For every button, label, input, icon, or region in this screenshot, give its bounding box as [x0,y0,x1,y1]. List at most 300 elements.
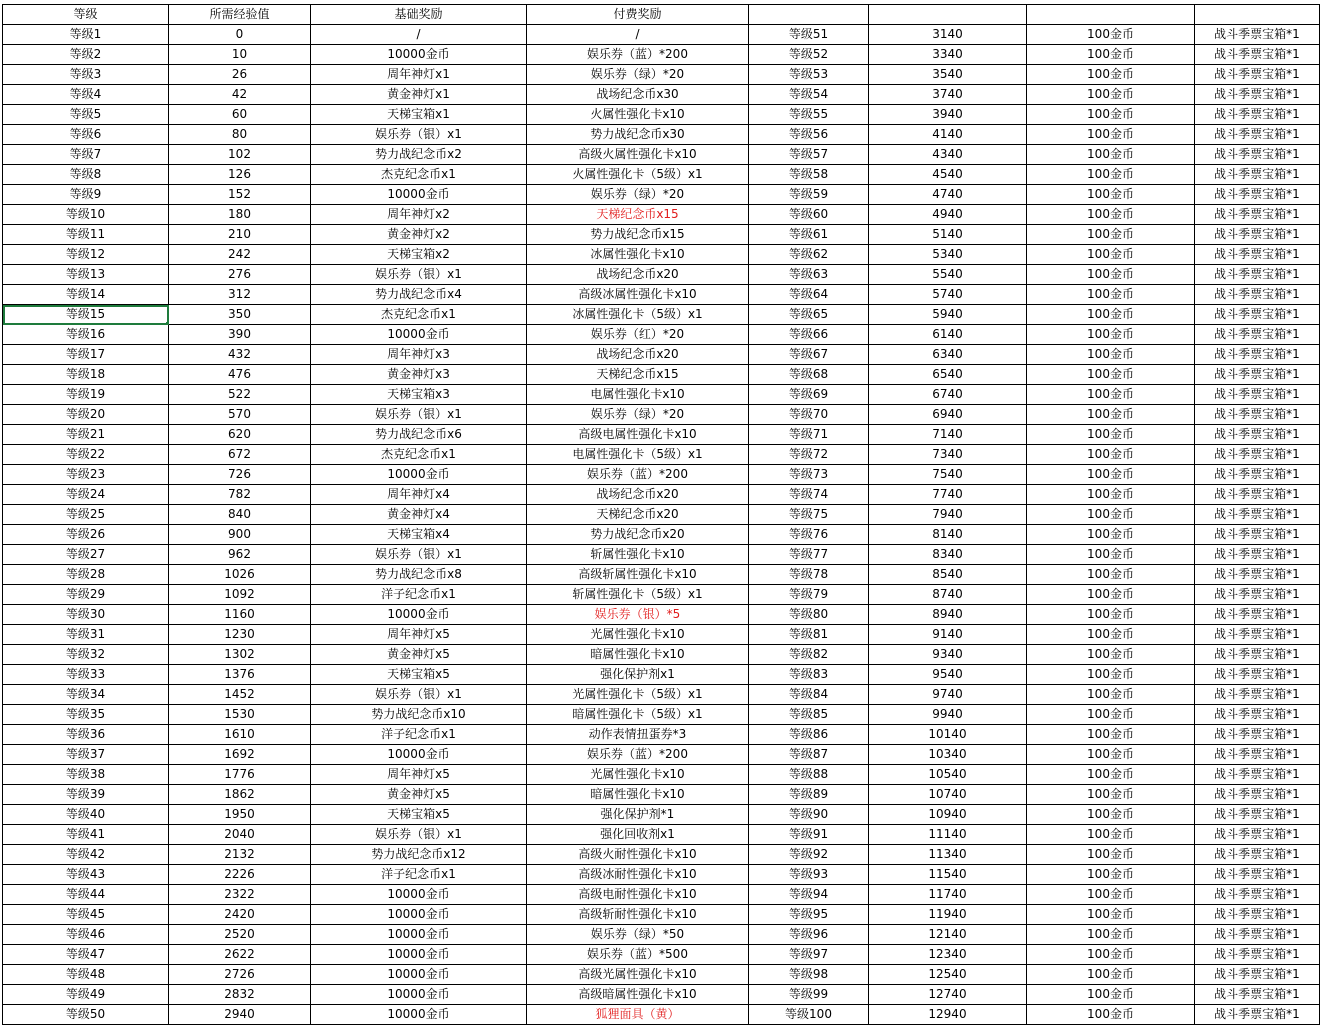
cell-level[interactable]: 等级19 [3,385,169,405]
cell-paid-reward-2[interactable]: 战斗季票宝箱*1 [1195,425,1320,445]
cell-exp-2[interactable]: 4140 [869,125,1027,145]
cell-exp[interactable]: 210 [169,225,311,245]
cell-basic-reward[interactable]: 势力战纪念币x6 [311,425,527,445]
cell-level-2[interactable]: 等级70 [749,405,869,425]
cell-level[interactable]: 等级36 [3,725,169,745]
cell-exp-2[interactable]: 6340 [869,345,1027,365]
cell-exp-2[interactable]: 8740 [869,585,1027,605]
cell-paid-reward[interactable]: / [527,25,749,45]
cell-basic-reward-2[interactable]: 100金币 [1027,925,1195,945]
cell-basic-reward[interactable]: 10000金币 [311,605,527,625]
cell-paid-reward[interactable]: 光属性强化卡（5级）x1 [527,685,749,705]
cell-exp-2[interactable]: 5740 [869,285,1027,305]
cell-basic-reward[interactable]: 天梯宝箱x3 [311,385,527,405]
cell-basic-reward[interactable]: 洋子纪念币x1 [311,725,527,745]
cell-exp-2[interactable]: 11940 [869,905,1027,925]
cell-paid-reward-2[interactable]: 战斗季票宝箱*1 [1195,485,1320,505]
cell-level[interactable]: 等级14 [3,285,169,305]
cell-basic-reward-2[interactable]: 100金币 [1027,325,1195,345]
cell-basic-reward[interactable]: 天梯宝箱x1 [311,105,527,125]
cell-exp[interactable]: 2622 [169,945,311,965]
cell-exp-2[interactable]: 10940 [869,805,1027,825]
cell-paid-reward-2[interactable]: 战斗季票宝箱*1 [1195,905,1320,925]
cell-exp[interactable]: 726 [169,465,311,485]
cell-level-2[interactable]: 等级52 [749,45,869,65]
cell-exp-2[interactable]: 8340 [869,545,1027,565]
cell-paid-reward-2[interactable]: 战斗季票宝箱*1 [1195,205,1320,225]
header-cell-basic-reward[interactable]: 基础奖励 [311,5,527,25]
cell-paid-reward[interactable]: 高级暗属性强化卡x10 [527,985,749,1005]
cell-paid-reward-2[interactable]: 战斗季票宝箱*1 [1195,445,1320,465]
cell-basic-reward[interactable]: 10000金币 [311,945,527,965]
cell-basic-reward-2[interactable]: 100金币 [1027,905,1195,925]
cell-basic-reward-2[interactable]: 100金币 [1027,605,1195,625]
cell-paid-reward[interactable]: 娱乐券（蓝）*200 [527,45,749,65]
cell-level[interactable]: 等级47 [3,945,169,965]
cell-exp[interactable]: 2726 [169,965,311,985]
cell-basic-reward-2[interactable]: 100金币 [1027,525,1195,545]
cell-level-2[interactable]: 等级80 [749,605,869,625]
cell-level-2[interactable]: 等级78 [749,565,869,585]
cell-level[interactable]: 等级9 [3,185,169,205]
header-cell-paid-reward[interactable]: 付费奖励 [527,5,749,25]
cell-exp-2[interactable]: 9740 [869,685,1027,705]
cell-paid-reward-2[interactable]: 战斗季票宝箱*1 [1195,725,1320,745]
cell-paid-reward[interactable]: 高级斩属性强化卡x10 [527,565,749,585]
cell-exp[interactable]: 312 [169,285,311,305]
cell-paid-reward[interactable]: 高级电耐性强化卡x10 [527,885,749,905]
cell-exp[interactable]: 1452 [169,685,311,705]
cell-paid-reward-2[interactable]: 战斗季票宝箱*1 [1195,325,1320,345]
cell-exp-2[interactable]: 10740 [869,785,1027,805]
cell-level[interactable]: 等级30 [3,605,169,625]
cell-paid-reward-2[interactable]: 战斗季票宝箱*1 [1195,1005,1320,1025]
cell-level-2[interactable]: 等级93 [749,865,869,885]
cell-exp-2[interactable]: 4340 [869,145,1027,165]
cell-exp-2[interactable]: 3340 [869,45,1027,65]
cell-basic-reward[interactable]: 10000金币 [311,465,527,485]
cell-exp-2[interactable]: 7940 [869,505,1027,525]
cell-basic-reward[interactable]: 10000金币 [311,985,527,1005]
cell-basic-reward-2[interactable]: 100金币 [1027,465,1195,485]
cell-level[interactable]: 等级7 [3,145,169,165]
cell-exp-2[interactable]: 6540 [869,365,1027,385]
cell-exp-2[interactable]: 12340 [869,945,1027,965]
cell-level-2[interactable]: 等级71 [749,425,869,445]
cell-exp[interactable]: 620 [169,425,311,445]
cell-level[interactable]: 等级29 [3,585,169,605]
cell-paid-reward-2[interactable]: 战斗季票宝箱*1 [1195,565,1320,585]
cell-level-2[interactable]: 等级66 [749,325,869,345]
cell-exp[interactable]: 80 [169,125,311,145]
cell-paid-reward-2[interactable]: 战斗季票宝箱*1 [1195,965,1320,985]
cell-basic-reward-2[interactable]: 100金币 [1027,145,1195,165]
cell-exp-2[interactable]: 3540 [869,65,1027,85]
cell-paid-reward-2[interactable]: 战斗季票宝箱*1 [1195,805,1320,825]
cell-paid-reward-2[interactable]: 战斗季票宝箱*1 [1195,765,1320,785]
cell-paid-reward-2[interactable]: 战斗季票宝箱*1 [1195,305,1320,325]
cell-basic-reward-2[interactable]: 100金币 [1027,985,1195,1005]
cell-basic-reward[interactable]: 周年神灯x3 [311,345,527,365]
cell-level-2[interactable]: 等级100 [749,1005,869,1025]
cell-paid-reward[interactable]: 娱乐券（银）*5 [527,605,749,625]
cell-basic-reward[interactable]: 10000金币 [311,45,527,65]
cell-paid-reward[interactable]: 娱乐券（绿）*50 [527,925,749,945]
cell-paid-reward-2[interactable]: 战斗季票宝箱*1 [1195,25,1320,45]
cell-level[interactable]: 等级28 [3,565,169,585]
cell-exp[interactable]: 180 [169,205,311,225]
cell-level-2[interactable]: 等级55 [749,105,869,125]
cell-basic-reward[interactable]: 10000金币 [311,925,527,945]
cell-level-2[interactable]: 等级68 [749,365,869,385]
header-cell-exp-2[interactable] [869,5,1027,25]
cell-basic-reward[interactable]: 娱乐券（银）x1 [311,125,527,145]
cell-level[interactable]: 等级41 [3,825,169,845]
cell-paid-reward[interactable]: 高级冰属性强化卡x10 [527,285,749,305]
cell-level-2[interactable]: 等级98 [749,965,869,985]
cell-level[interactable]: 等级25 [3,505,169,525]
cell-exp[interactable]: 42 [169,85,311,105]
cell-basic-reward-2[interactable]: 100金币 [1027,1005,1195,1025]
header-cell-paid-reward-2[interactable] [1195,5,1320,25]
cell-paid-reward-2[interactable]: 战斗季票宝箱*1 [1195,705,1320,725]
cell-paid-reward-2[interactable]: 战斗季票宝箱*1 [1195,605,1320,625]
cell-basic-reward-2[interactable]: 100金币 [1027,585,1195,605]
cell-basic-reward[interactable]: 势力战纪念币x12 [311,845,527,865]
cell-level-2[interactable]: 等级61 [749,225,869,245]
cell-paid-reward-2[interactable]: 战斗季票宝箱*1 [1195,45,1320,65]
cell-paid-reward-2[interactable]: 战斗季票宝箱*1 [1195,545,1320,565]
cell-exp-2[interactable]: 9940 [869,705,1027,725]
cell-paid-reward[interactable]: 强化保护剂x1 [527,665,749,685]
header-cell-exp[interactable]: 所需经验值 [169,5,311,25]
cell-level[interactable]: 等级49 [3,985,169,1005]
cell-exp[interactable]: 1302 [169,645,311,665]
cell-basic-reward[interactable]: 洋子纪念币x1 [311,865,527,885]
cell-exp[interactable]: 0 [169,25,311,45]
cell-exp[interactable]: 276 [169,265,311,285]
cell-exp[interactable]: 350 [169,305,311,325]
cell-basic-reward-2[interactable]: 100金币 [1027,445,1195,465]
cell-level[interactable]: 等级31 [3,625,169,645]
header-cell-basic-reward-2[interactable] [1027,5,1195,25]
cell-paid-reward-2[interactable]: 战斗季票宝箱*1 [1195,525,1320,545]
cell-paid-reward[interactable]: 战场纪念币x30 [527,85,749,105]
cell-level[interactable]: 等级45 [3,905,169,925]
cell-paid-reward[interactable]: 电属性强化卡（5级）x1 [527,445,749,465]
cell-basic-reward-2[interactable]: 100金币 [1027,185,1195,205]
cell-basic-reward-2[interactable]: 100金币 [1027,825,1195,845]
cell-level-2[interactable]: 等级72 [749,445,869,465]
cell-paid-reward[interactable]: 娱乐券（蓝）*200 [527,745,749,765]
cell-level[interactable]: 等级35 [3,705,169,725]
cell-level-2[interactable]: 等级76 [749,525,869,545]
cell-exp[interactable]: 2322 [169,885,311,905]
cell-level-2[interactable]: 等级97 [749,945,869,965]
cell-level-2[interactable]: 等级51 [749,25,869,45]
cell-paid-reward[interactable]: 狐狸面具（黄） [527,1005,749,1025]
cell-basic-reward-2[interactable]: 100金币 [1027,385,1195,405]
cell-basic-reward[interactable]: 黄金神灯x5 [311,645,527,665]
cell-exp[interactable]: 2520 [169,925,311,945]
cell-exp-2[interactable]: 9340 [869,645,1027,665]
cell-paid-reward[interactable]: 斩属性强化卡x10 [527,545,749,565]
cell-basic-reward[interactable]: / [311,25,527,45]
cell-basic-reward[interactable]: 黄金神灯x3 [311,365,527,385]
cell-level-2[interactable]: 等级54 [749,85,869,105]
cell-level-2[interactable]: 等级57 [749,145,869,165]
cell-exp[interactable]: 102 [169,145,311,165]
cell-paid-reward[interactable]: 冰属性强化卡x10 [527,245,749,265]
cell-paid-reward-2[interactable]: 战斗季票宝箱*1 [1195,505,1320,525]
cell-paid-reward[interactable]: 火属性强化卡（5级）x1 [527,165,749,185]
cell-level-2[interactable]: 等级84 [749,685,869,705]
cell-exp[interactable]: 1026 [169,565,311,585]
header-cell-level-2[interactable] [749,5,869,25]
cell-paid-reward[interactable]: 势力战纪念币x20 [527,525,749,545]
cell-basic-reward[interactable]: 黄金神灯x5 [311,785,527,805]
cell-exp-2[interactable]: 3740 [869,85,1027,105]
cell-level[interactable]: 等级18 [3,365,169,385]
cell-exp-2[interactable]: 12740 [869,985,1027,1005]
cell-exp-2[interactable]: 12540 [869,965,1027,985]
cell-basic-reward-2[interactable]: 100金币 [1027,865,1195,885]
cell-basic-reward[interactable]: 黄金神灯x2 [311,225,527,245]
cell-level[interactable]: 等级17 [3,345,169,365]
cell-basic-reward-2[interactable]: 100金币 [1027,945,1195,965]
cell-exp-2[interactable]: 4940 [869,205,1027,225]
cell-level-2[interactable]: 等级81 [749,625,869,645]
cell-exp[interactable]: 26 [169,65,311,85]
cell-basic-reward-2[interactable]: 100金币 [1027,965,1195,985]
cell-level-2[interactable]: 等级53 [749,65,869,85]
cell-paid-reward-2[interactable]: 战斗季票宝箱*1 [1195,885,1320,905]
cell-paid-reward[interactable]: 火属性强化卡x10 [527,105,749,125]
cell-basic-reward[interactable]: 天梯宝箱x5 [311,805,527,825]
cell-level-2[interactable]: 等级87 [749,745,869,765]
cell-paid-reward[interactable]: 动作表情扭蛋券*3 [527,725,749,745]
cell-paid-reward[interactable]: 高级冰耐性强化卡x10 [527,865,749,885]
cell-basic-reward[interactable]: 周年神灯x1 [311,65,527,85]
cell-exp[interactable]: 2226 [169,865,311,885]
cell-level[interactable]: 等级42 [3,845,169,865]
cell-basic-reward[interactable]: 10000金币 [311,325,527,345]
cell-paid-reward[interactable]: 天梯纪念币x15 [527,205,749,225]
cell-level[interactable]: 等级27 [3,545,169,565]
cell-exp[interactable]: 1530 [169,705,311,725]
cell-paid-reward-2[interactable]: 战斗季票宝箱*1 [1195,105,1320,125]
cell-level[interactable]: 等级1 [3,25,169,45]
cell-exp[interactable]: 782 [169,485,311,505]
cell-paid-reward[interactable]: 高级电属性强化卡x10 [527,425,749,445]
cell-level-2[interactable]: 等级89 [749,785,869,805]
cell-level-2[interactable]: 等级65 [749,305,869,325]
cell-basic-reward[interactable]: 洋子纪念币x1 [311,585,527,605]
cell-basic-reward-2[interactable]: 100金币 [1027,645,1195,665]
cell-paid-reward[interactable]: 势力战纪念币x15 [527,225,749,245]
cell-level[interactable]: 等级26 [3,525,169,545]
cell-basic-reward-2[interactable]: 100金币 [1027,785,1195,805]
cell-paid-reward[interactable]: 光属性强化卡x10 [527,765,749,785]
cell-paid-reward[interactable]: 高级光属性强化卡x10 [527,965,749,985]
cell-level[interactable]: 等级44 [3,885,169,905]
cell-exp[interactable]: 390 [169,325,311,345]
cell-level-2[interactable]: 等级99 [749,985,869,1005]
cell-basic-reward[interactable]: 周年神灯x5 [311,765,527,785]
cell-paid-reward-2[interactable]: 战斗季票宝箱*1 [1195,165,1320,185]
cell-level[interactable]: 等级10 [3,205,169,225]
cell-paid-reward[interactable]: 光属性强化卡x10 [527,625,749,645]
cell-exp-2[interactable]: 8140 [869,525,1027,545]
cell-level[interactable]: 等级6 [3,125,169,145]
cell-exp-2[interactable]: 9140 [869,625,1027,645]
cell-basic-reward-2[interactable]: 100金币 [1027,625,1195,645]
cell-basic-reward[interactable]: 娱乐券（银）x1 [311,685,527,705]
cell-basic-reward-2[interactable]: 100金币 [1027,765,1195,785]
cell-paid-reward-2[interactable]: 战斗季票宝箱*1 [1195,625,1320,645]
cell-exp-2[interactable]: 5140 [869,225,1027,245]
cell-paid-reward-2[interactable]: 战斗季票宝箱*1 [1195,665,1320,685]
cell-paid-reward[interactable]: 娱乐券（绿）*20 [527,405,749,425]
cell-level[interactable]: 等级39 [3,785,169,805]
cell-basic-reward-2[interactable]: 100金币 [1027,45,1195,65]
cell-exp-2[interactable]: 5340 [869,245,1027,265]
cell-exp[interactable]: 1950 [169,805,311,825]
cell-paid-reward-2[interactable]: 战斗季票宝箱*1 [1195,865,1320,885]
cell-exp[interactable]: 126 [169,165,311,185]
cell-exp[interactable]: 1230 [169,625,311,645]
cell-level-2[interactable]: 等级59 [749,185,869,205]
cell-basic-reward-2[interactable]: 100金币 [1027,545,1195,565]
cell-exp[interactable]: 152 [169,185,311,205]
cell-paid-reward-2[interactable]: 战斗季票宝箱*1 [1195,585,1320,605]
cell-paid-reward-2[interactable]: 战斗季票宝箱*1 [1195,785,1320,805]
cell-basic-reward-2[interactable]: 100金币 [1027,105,1195,125]
cell-paid-reward-2[interactable]: 战斗季票宝箱*1 [1195,365,1320,385]
cell-exp[interactable]: 60 [169,105,311,125]
cell-basic-reward[interactable]: 天梯宝箱x2 [311,245,527,265]
cell-basic-reward[interactable]: 黄金神灯x4 [311,505,527,525]
cell-basic-reward-2[interactable]: 100金币 [1027,685,1195,705]
cell-level-2[interactable]: 等级88 [749,765,869,785]
cell-basic-reward-2[interactable]: 100金币 [1027,705,1195,725]
cell-basic-reward-2[interactable]: 100金币 [1027,245,1195,265]
cell-basic-reward[interactable]: 周年神灯x2 [311,205,527,225]
cell-exp-2[interactable]: 4540 [869,165,1027,185]
cell-paid-reward[interactable]: 天梯纪念币x20 [527,505,749,525]
cell-level[interactable]: 等级8 [3,165,169,185]
cell-paid-reward[interactable]: 娱乐券（绿）*20 [527,65,749,85]
cell-exp-2[interactable]: 11140 [869,825,1027,845]
cell-exp-2[interactable]: 7140 [869,425,1027,445]
header-cell-level[interactable]: 等级 [3,5,169,25]
cell-level-2[interactable]: 等级74 [749,485,869,505]
cell-level-2[interactable]: 等级95 [749,905,869,925]
cell-level-2[interactable]: 等级67 [749,345,869,365]
cell-level-2[interactable]: 等级62 [749,245,869,265]
cell-basic-reward[interactable]: 黄金神灯x1 [311,85,527,105]
cell-paid-reward[interactable]: 战场纪念币x20 [527,485,749,505]
cell-paid-reward[interactable]: 暗属性强化卡（5级）x1 [527,705,749,725]
cell-exp[interactable]: 2940 [169,1005,311,1025]
cell-level[interactable]: 等级50 [3,1005,169,1025]
cell-level-2[interactable]: 等级64 [749,285,869,305]
cell-paid-reward[interactable]: 高级火耐性强化卡x10 [527,845,749,865]
cell-exp-2[interactable]: 11340 [869,845,1027,865]
cell-exp[interactable]: 2132 [169,845,311,865]
cell-level-2[interactable]: 等级96 [749,925,869,945]
cell-basic-reward-2[interactable]: 100金币 [1027,665,1195,685]
cell-basic-reward[interactable]: 10000金币 [311,905,527,925]
cell-exp[interactable]: 1862 [169,785,311,805]
cell-level[interactable]: 等级38 [3,765,169,785]
cell-exp-2[interactable]: 11740 [869,885,1027,905]
cell-paid-reward[interactable]: 娱乐券（绿）*20 [527,185,749,205]
cell-level-2[interactable]: 等级91 [749,825,869,845]
cell-level[interactable]: 等级24 [3,485,169,505]
cell-basic-reward-2[interactable]: 100金币 [1027,425,1195,445]
cell-exp-2[interactable]: 5940 [869,305,1027,325]
cell-basic-reward-2[interactable]: 100金币 [1027,345,1195,365]
cell-exp-2[interactable]: 12940 [869,1005,1027,1025]
cell-paid-reward-2[interactable]: 战斗季票宝箱*1 [1195,825,1320,845]
cell-basic-reward[interactable]: 娱乐券（银）x1 [311,265,527,285]
cell-paid-reward-2[interactable]: 战斗季票宝箱*1 [1195,405,1320,425]
cell-basic-reward-2[interactable]: 100金币 [1027,885,1195,905]
cell-level[interactable]: 等级4 [3,85,169,105]
cell-exp-2[interactable]: 7740 [869,485,1027,505]
cell-exp-2[interactable]: 4740 [869,185,1027,205]
cell-level[interactable]: 等级20 [3,405,169,425]
cell-exp[interactable]: 1092 [169,585,311,605]
cell-level[interactable]: 等级11 [3,225,169,245]
cell-level[interactable]: 等级43 [3,865,169,885]
cell-exp-2[interactable]: 10340 [869,745,1027,765]
cell-basic-reward-2[interactable]: 100金币 [1027,265,1195,285]
cell-paid-reward-2[interactable]: 战斗季票宝箱*1 [1195,245,1320,265]
cell-basic-reward-2[interactable]: 100金币 [1027,285,1195,305]
cell-level[interactable]: 等级2 [3,45,169,65]
cell-level-2[interactable]: 等级85 [749,705,869,725]
cell-paid-reward-2[interactable]: 战斗季票宝箱*1 [1195,925,1320,945]
cell-paid-reward-2[interactable]: 战斗季票宝箱*1 [1195,845,1320,865]
cell-basic-reward[interactable]: 杰克纪念币x1 [311,165,527,185]
cell-exp-2[interactable]: 6140 [869,325,1027,345]
cell-exp-2[interactable]: 6940 [869,405,1027,425]
cell-paid-reward-2[interactable]: 战斗季票宝箱*1 [1195,985,1320,1005]
cell-paid-reward-2[interactable]: 战斗季票宝箱*1 [1195,465,1320,485]
cell-level[interactable]: 等级13 [3,265,169,285]
cell-level[interactable]: 等级21 [3,425,169,445]
cell-basic-reward[interactable]: 杰克纪念币x1 [311,305,527,325]
cell-basic-reward[interactable]: 10000金币 [311,965,527,985]
cell-basic-reward[interactable]: 天梯宝箱x5 [311,665,527,685]
cell-basic-reward-2[interactable]: 100金币 [1027,165,1195,185]
cell-paid-reward[interactable]: 势力战纪念币x30 [527,125,749,145]
cell-level-2[interactable]: 等级63 [749,265,869,285]
cell-basic-reward-2[interactable]: 100金币 [1027,485,1195,505]
cell-level[interactable]: 等级3 [3,65,169,85]
cell-basic-reward[interactable]: 杰克纪念币x1 [311,445,527,465]
cell-level-2[interactable]: 等级69 [749,385,869,405]
cell-level-2[interactable]: 等级58 [749,165,869,185]
cell-exp-2[interactable]: 7540 [869,465,1027,485]
cell-basic-reward-2[interactable]: 100金币 [1027,745,1195,765]
cell-level-2[interactable]: 等级83 [749,665,869,685]
cell-level-2[interactable]: 等级90 [749,805,869,825]
cell-basic-reward-2[interactable]: 100金币 [1027,405,1195,425]
cell-basic-reward[interactable]: 势力战纪念币x8 [311,565,527,585]
